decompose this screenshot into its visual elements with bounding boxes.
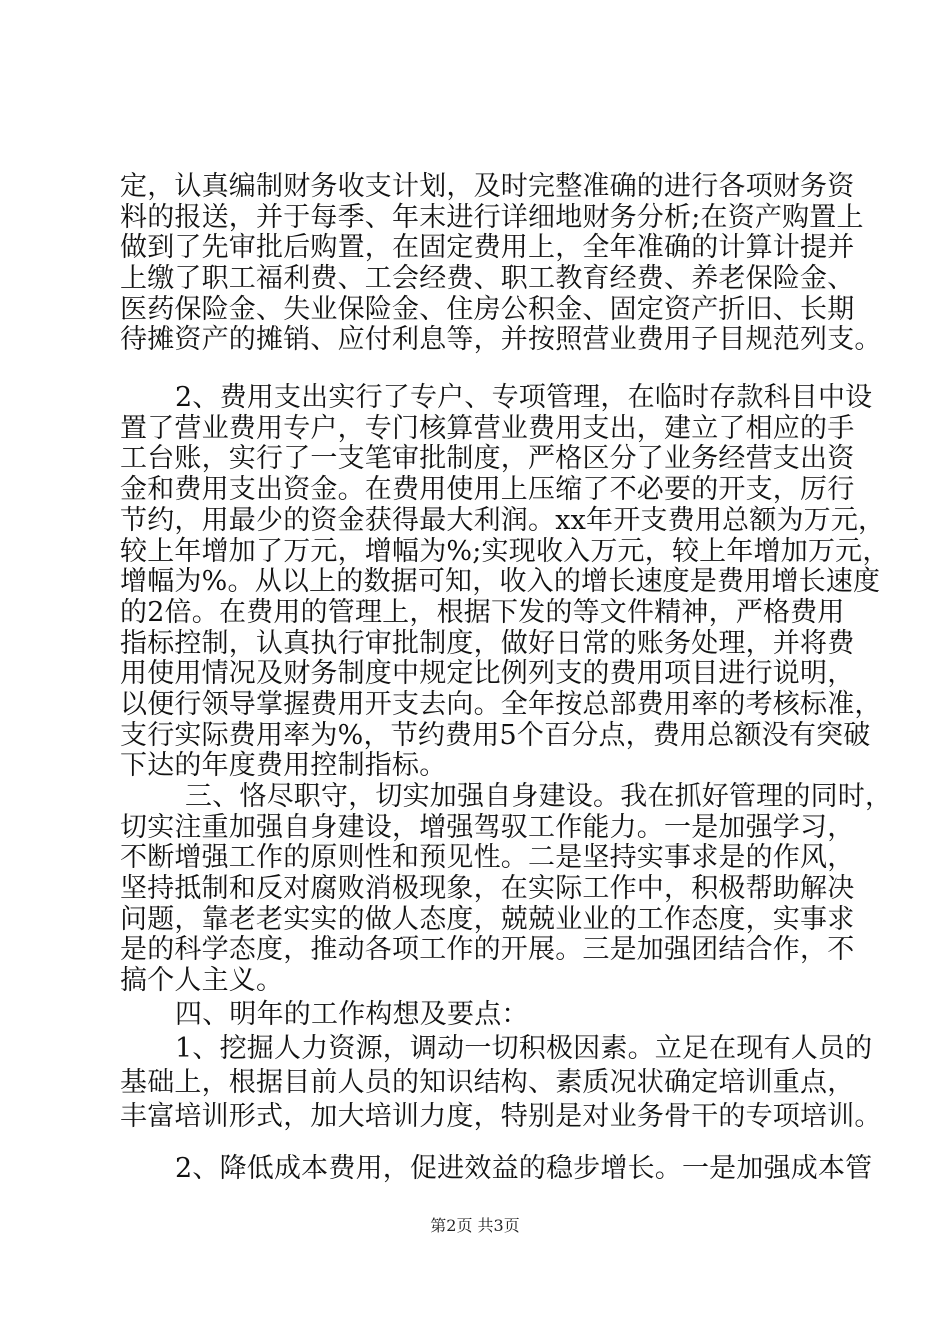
page-footer: 第2页 共3页	[430, 1216, 520, 1235]
paragraph-first-line: 三、恪尽职守，切实加强自身建设。我在抓好管理的同时，	[185, 781, 893, 812]
text-line: 是的科学态度，推动各项工作的开展。三是加强团结合作，不	[120, 934, 855, 965]
section-heading: 四、明年的工作构想及要点：	[175, 999, 529, 1030]
paragraph-first-line: 1、挖掘人力资源，调动一切积极因素。立足在现有人员的	[175, 1033, 873, 1064]
text-line: 的2倍。在费用的管理上，根据下发的等文件精神，严格费用	[120, 597, 845, 628]
text-line: 医药保险金、失业保险金、住房公积金、固定资产折旧、长期	[120, 294, 855, 325]
text-line: 以便行领导掌握费用开支去向。全年按总部费用率的考核标准，	[120, 689, 882, 720]
text-line: 搞个人主义。	[120, 965, 284, 996]
text-line: 切实注重加强自身建设，增强驾驭工作能力。一是加强学习，	[120, 812, 855, 843]
text-line: 坚持抵制和反对腐败消极现象，在实际工作中，积极帮助解决	[120, 873, 855, 904]
text-line: 下达的年度费用控制指标。	[120, 750, 447, 781]
text-line: 增幅为%。从以上的数据可知，收入的增长速度是费用增长速度	[120, 566, 881, 597]
text-line: 基础上，根据目前人员的知识结构、素质况状确定培训重点，	[120, 1067, 855, 1098]
text-line: 料的报送，并于每季、年末进行详细地财务分析;在资产购置上	[120, 202, 864, 233]
text-line: 金和费用支出资金。在费用使用上压缩了不必要的开支，厉行	[120, 474, 855, 505]
paragraph-first-line: 2、费用支出实行了专户、专项管理，在临时存款科目中设	[175, 382, 873, 413]
text-line: 定，认真编制财务收支计划，及时完整准确的进行各项财务资	[120, 171, 855, 202]
paragraph-first-line: 2、降低成本费用，促进效益的稳步增长。一是加强成本管	[175, 1153, 873, 1184]
text-line: 置了营业费用专户，专门核算营业费用支出，建立了相应的手	[120, 413, 855, 444]
text-line: 丰富培训形式，加大培训力度，特别是对业务骨干的专项培训。	[120, 1101, 882, 1132]
text-line: 待摊资产的摊销、应付利息等，并按照营业费用子目规范列支。	[120, 324, 882, 355]
text-line: 问题，靠老老实实的做人态度，兢兢业业的工作态度，实事求	[120, 904, 855, 935]
text-line: 上缴了职工福利费、工会经费、职工教育经费、养老保险金、	[120, 263, 855, 294]
text-line: 做到了先审批后购置，在固定费用上，全年准确的计算计提并	[120, 232, 855, 263]
text-line: 用使用情况及财务制度中规定比例列支的费用项目进行说明，	[120, 658, 855, 689]
text-line: 节约，用最少的资金获得最大利润。xx年开支费用总额为万元，	[120, 505, 886, 536]
text-line: 较上年增加了万元，增幅为%;实现收入万元，较上年增加万元，	[120, 536, 890, 567]
text-line: 指标控制，认真执行审批制度，做好日常的账务处理，并将费	[120, 628, 855, 659]
text-line: 工台账，实行了一支笔审批制度，严格区分了业务经营支出资	[120, 443, 855, 474]
text-line: 不断增强工作的原则性和预见性。二是坚持实事求是的作风，	[120, 842, 855, 873]
text-line: 支行实际费用率为%，节约费用5个百分点，费用总额没有突破	[120, 720, 871, 751]
